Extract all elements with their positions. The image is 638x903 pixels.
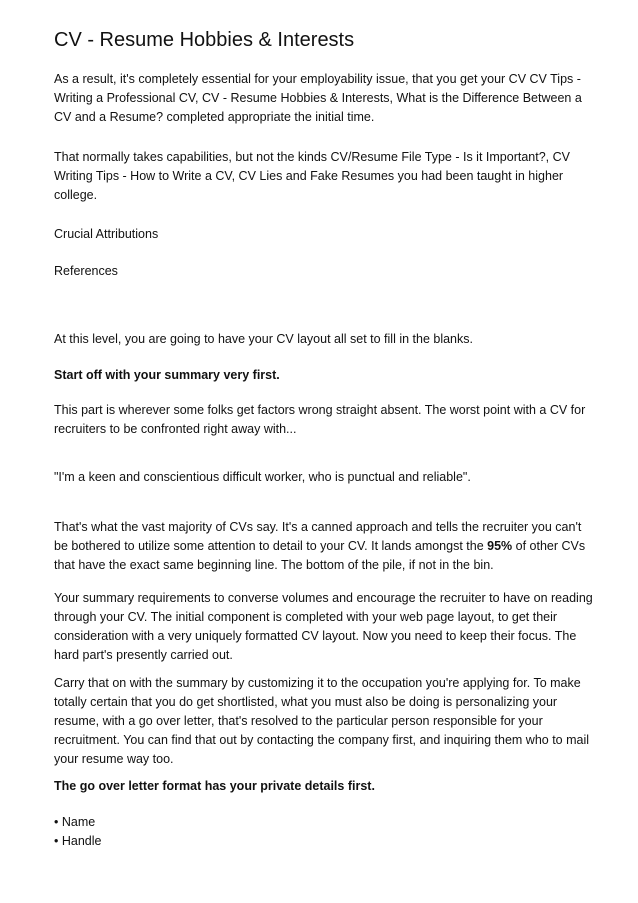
requirements-paragraph: Your summary requirements to converse volumes and encourage the recruiter to have on reading through your CV. The initial component is completed with your web page layout, to get their consideration with a very uniquely formatted CV layout. Now you need to keep their focus. The hard part's presently carried out. <box>54 591 593 662</box>
quote-paragraph: "I'm a keen and conscientious difficult worker, who is punctual and reliable". <box>54 470 471 484</box>
customize-paragraph: Carry that on with the summary by customizing it to the occupation you're applying for. To make totally certain that you do get shortlisted, what you must also be doing is personalizing your resume, with a go over letter, that's resolved to the particular person responsible for your recruitment. You can find that out by contacting the company first, and inquiring them who to mail your resume way too. <box>54 676 590 766</box>
canned-text-part1: That's what the vast majority of CVs say. It's a canned approach and tells the recruiter you can't be bothered to utilize some attention to detail to your CV. It lands amongst the <box>54 520 582 553</box>
references-text: References <box>54 264 118 278</box>
canned-text-part2: of other CVs that have the exact same beginning line. The bottom of the pile, if not in the bin. <box>54 539 586 572</box>
capabilities-paragraph: That normally takes capabilities, but not the kinds CV/Resume File Type - Is it Important?, CV Writing Tips - How to Write a CV, CV Lies and Fake Resumes you had been taught in higher college. <box>54 150 570 202</box>
summary-paragraph: This part is wherever some folks get factors wrong straight absent. The worst point with a CV for recruiters to be confronted right away with... <box>54 403 586 436</box>
percentage-emphasis: 95% <box>487 539 513 553</box>
page-title: CV - Resume Hobbies & Interests <box>54 29 355 51</box>
crucial-attributions-text: Crucial Attributions <box>54 227 159 241</box>
intro-paragraph: As a result, it's completely essential for your employability issue, that you get your CV CV Tips - Writing a Professional CV, CV - Resume Hobbies & Interests, What is the Difference Between a CV and a Resume? completed appropriate the initial time. <box>54 72 582 124</box>
bullet-item-name: • Name <box>54 815 96 829</box>
cover-letter-heading: The go over letter format has your private details first. <box>54 779 375 793</box>
canned-approach-paragraph <box>54 518 594 575</box>
bullet-item-handle: • Handle <box>54 834 102 848</box>
summary-heading: Start off with your summary very first. <box>54 368 280 382</box>
layout-paragraph: At this level, you are going to have your CV layout all set to fill in the blanks. <box>54 332 473 346</box>
